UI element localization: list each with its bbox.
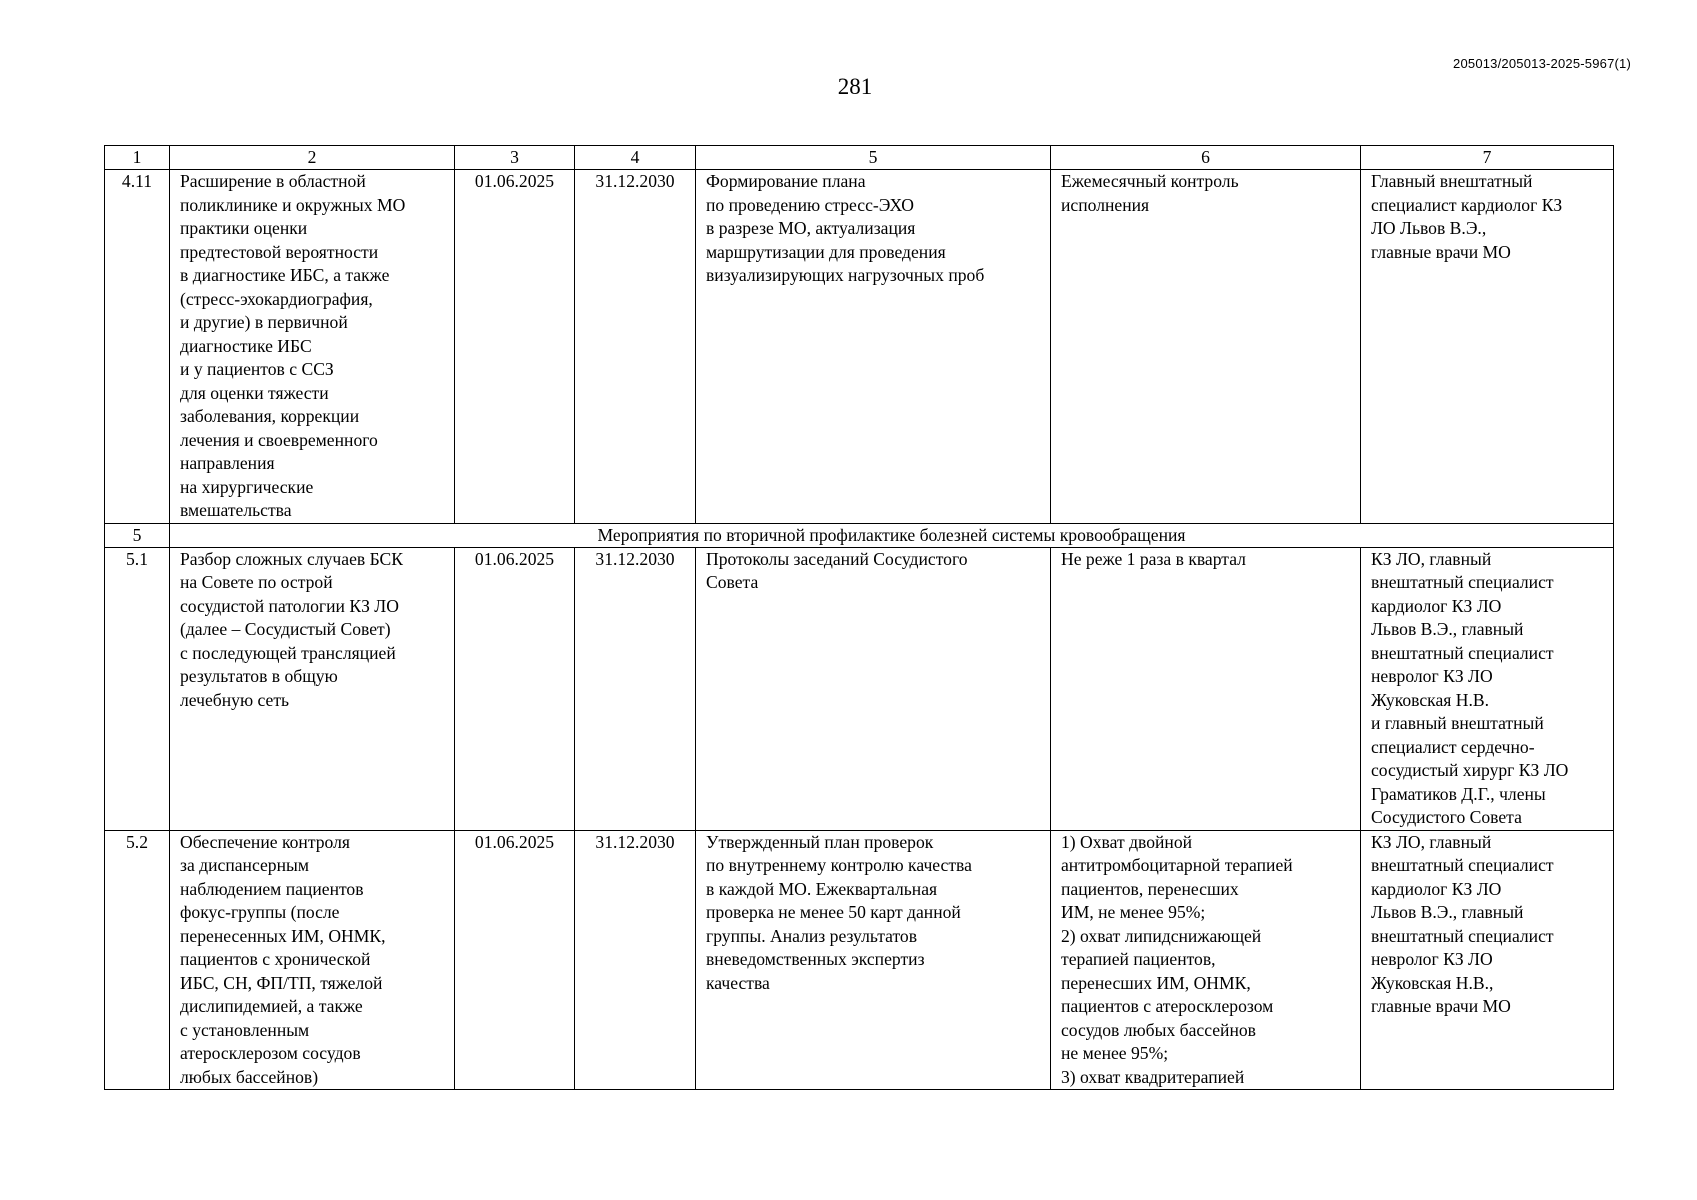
start-date-cell: 01.06.2025 [455, 830, 575, 1090]
start-date-cell: 01.06.2025 [455, 547, 575, 830]
table-row [105, 170, 1614, 524]
document-id: 205013/205013-2025-5967(1) [1453, 56, 1631, 71]
column-number: 3 [455, 146, 575, 170]
responsible-cell: КЗ ЛО, главный внештатный специалист кардиолог КЗ ЛО Львов В.Э., главный внештатный специалист невролог КЗ ЛО Жуковская Н.В., главные врачи МО [1361, 830, 1614, 1090]
row-number: 5.1 [105, 547, 170, 830]
column-number: 4 [575, 146, 696, 170]
result-cell: Утвержденный план проверок по внутреннему контролю качества в каждой МО. Ежеквартальная проверка не менее 50 карт данной группы. Анализ результатов вневедомственных экспертиз качества [696, 830, 1051, 1090]
end-date-cell: 31.12.2030 [575, 830, 696, 1090]
activity-cell: Расширение в областной поликлинике и окружных МО практики оценки предтестовой вероятности в диагностике ИБС, а также (стресс-эхокардиография, и другие) в первичной диагностике ИБС и у пациентов с ССЗ для оценки тяжести заболевания, коррекции лечения и своевременного направления на хирургические вмешательства [170, 170, 455, 524]
activity-cell: Обеспечение контроля за диспансерным наблюдением пациентов фокус-группы (после перенесенных ИМ, ОНМК, пациентов с хронической ИБС, СН, ФП/ТП, тяжелой дислипидемией, а также с установленным атеросклерозом сосудов любых бассейнов) [170, 830, 455, 1090]
table-row [105, 830, 1614, 1090]
activity-cell: Разбор сложных случаев БСК на Совете по острой сосудистой патологии КЗ ЛО (далее – Сосудистый Совет) с последующей трансляцией результатов в общую лечебную сеть [170, 547, 455, 830]
control-cell: 1) Охват двойной антитромбоцитарной терапией пациентов, перенесших ИМ, не менее 95%; 2) охват липидснижающей терапией пациентов, перенесших ИМ, ОНМК, пациентов с атеросклерозом сосудов любых бассейнов не менее 95%; 3) охват квадритерапией [1051, 830, 1361, 1090]
section-row [105, 523, 1614, 547]
row-number: 5.2 [105, 830, 170, 1090]
section-title: Мероприятия по вторичной профилактике болезней системы кровообращения [170, 523, 1614, 547]
end-date-cell: 31.12.2030 [575, 547, 696, 830]
column-number: 2 [170, 146, 455, 170]
column-number: 6 [1051, 146, 1361, 170]
plan-table [104, 145, 1614, 1090]
control-cell: Не реже 1 раза в квартал [1051, 547, 1361, 830]
responsible-cell: КЗ ЛО, главный внештатный специалист кардиолог КЗ ЛО Львов В.Э., главный внештатный специалист невролог КЗ ЛО Жуковская Н.В. и главный внештатный специалист сердечно- сосудистый хирург КЗ ЛО Граматиков Д.Г., члены Сосудистого Совета [1361, 547, 1614, 830]
section-number: 5 [105, 523, 170, 547]
start-date-cell: 01.06.2025 [455, 170, 575, 524]
page-number: 281 [837, 74, 873, 99]
column-number: 5 [696, 146, 1051, 170]
result-cell: Формирование плана по проведению стресс-ЭХО в разрезе МО, актуализация маршрутизации для проведения визуализирующих нагрузочных проб [696, 170, 1051, 524]
column-number-row [105, 146, 1614, 170]
row-number: 4.11 [105, 170, 170, 524]
table-row [105, 547, 1614, 830]
responsible-cell: Главный внештатный специалист кардиолог КЗ ЛО Львов В.Э., главные врачи МО [1361, 170, 1614, 524]
column-number: 1 [105, 146, 170, 170]
end-date-cell: 31.12.2030 [575, 170, 696, 524]
result-cell: Протоколы заседаний Сосудистого Совета [696, 547, 1051, 830]
control-cell: Ежемесячный контроль исполнения [1051, 170, 1361, 524]
column-number: 7 [1361, 146, 1614, 170]
